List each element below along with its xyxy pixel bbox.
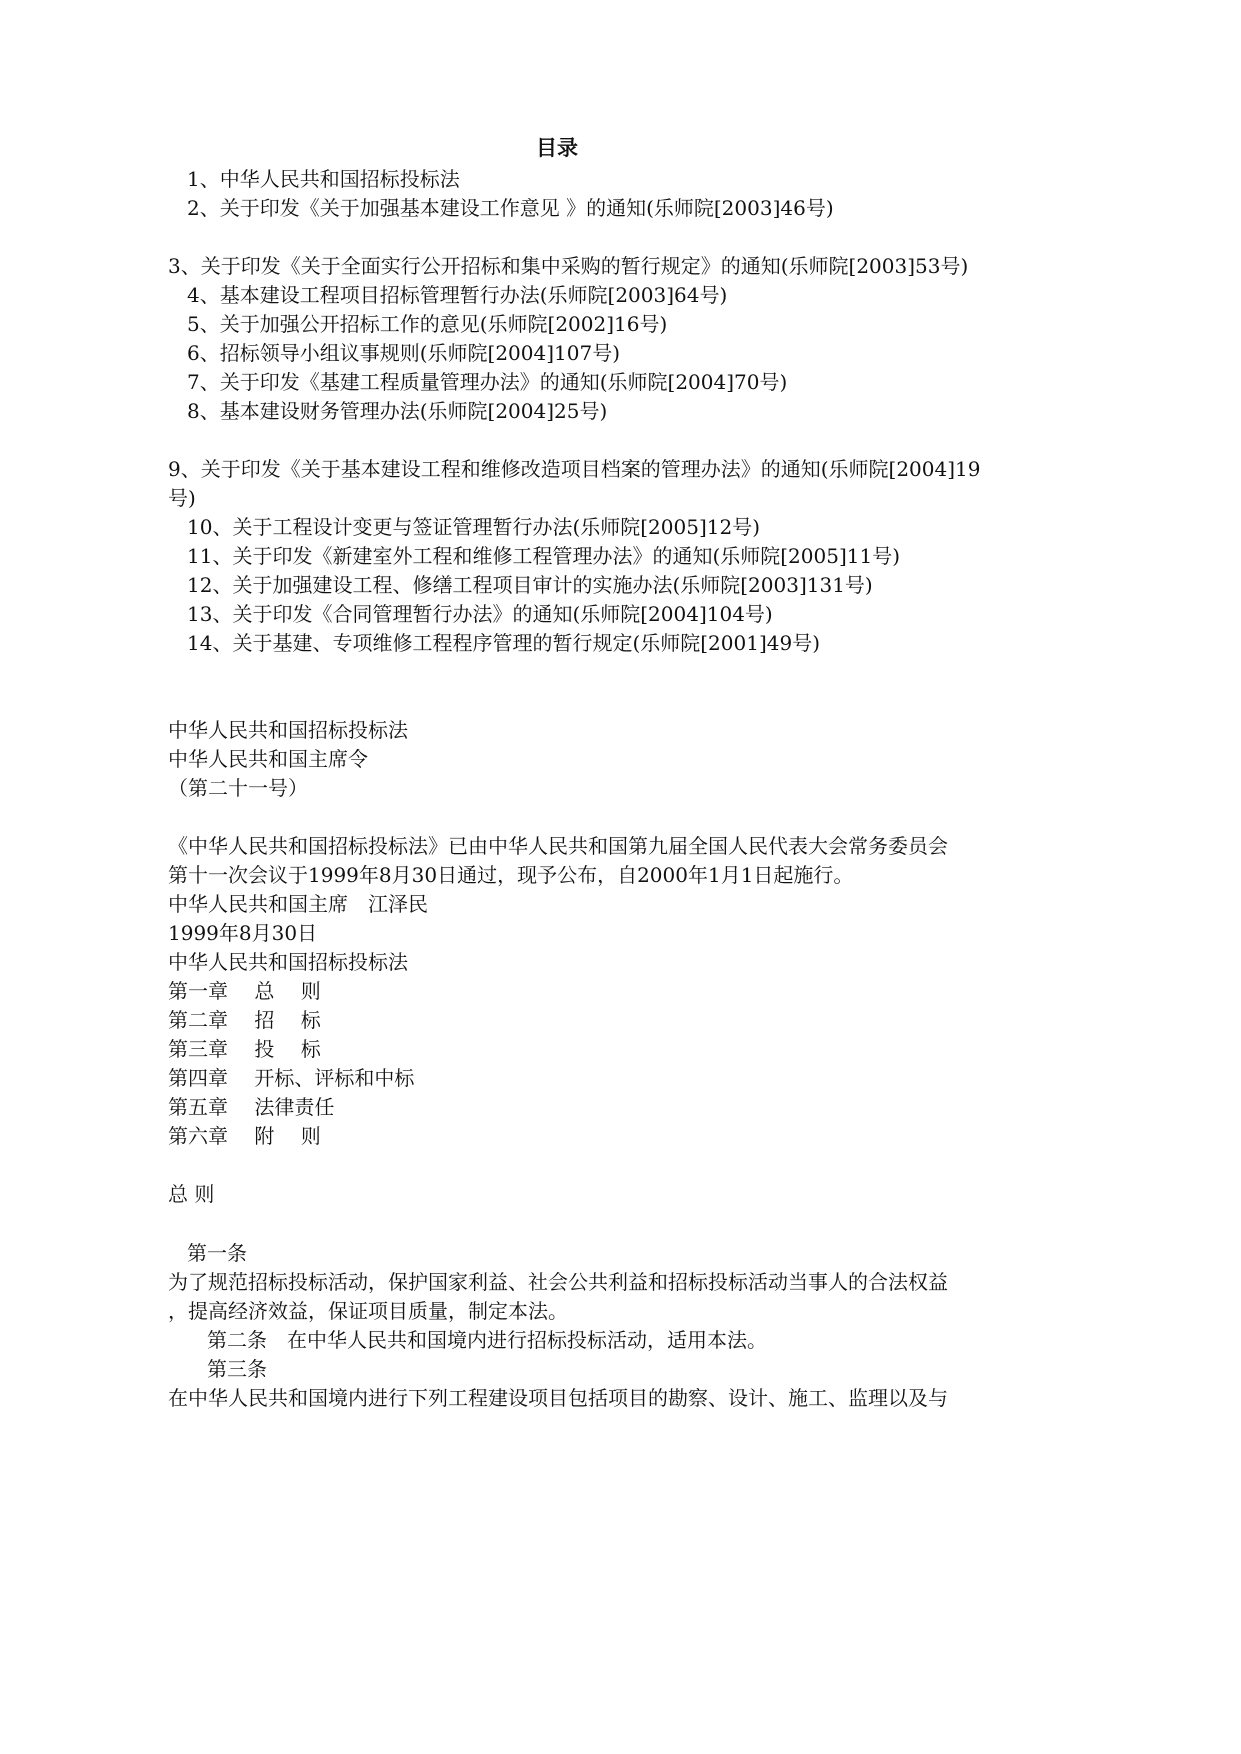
chapter-6: 第六章 附 则 (168, 1124, 321, 1148)
toc-item-9: 9、关于印发《关于基本建设工程和维修改造项目档案的管理办法》的通知(乐师院[2004]19 (168, 457, 981, 481)
article-1-line-1: 为了规范招标投标活动，保护国家利益、社会公共利益和招标投标活动当事人的合法权益 (168, 1270, 948, 1294)
toc-item-7: 7、关于印发《基建工程质量管理办法》的通知(乐师院[2004]70号) (187, 370, 788, 394)
article-3-label: 第三条 (207, 1357, 267, 1381)
article-1-line-2: ，提高经济效益，保证项目质量，制定本法。 (168, 1299, 568, 1323)
presidential-order: 中华人民共和国主席令 (168, 747, 368, 771)
toc-item-6: 6、招标领导小组议事规则(乐师院[2004]107号) (187, 341, 621, 365)
toc-item-8: 8、基本建设财务管理办法(乐师院[2004]25号) (187, 399, 608, 423)
toc-item-4: 4、基本建设工程项目招标管理暂行办法(乐师院[2003]64号) (187, 283, 728, 307)
chapter-3: 第三章 投 标 (168, 1037, 321, 1061)
preamble-line-1: 《中华人民共和国招标投标法》已由中华人民共和国第九届全国人民代表大会常务委员会 (168, 834, 948, 858)
promulgation-date: 1999年8月30日 (168, 921, 318, 945)
chapter-5: 第五章 法律责任 (168, 1095, 335, 1119)
chapter-4: 第四章 开标、评标和中标 (168, 1066, 415, 1090)
toc-item-12: 12、关于加强建设工程、修缮工程项目审计的实施办法(乐师院[2003]131号) (187, 573, 873, 597)
toc-item-14: 14、关于基建、专项维修工程程序管理的暂行规定(乐师院[2001]49号) (187, 631, 821, 655)
chapter-2: 第二章 招 标 (168, 1008, 321, 1032)
signer: 中华人民共和国主席 江泽民 (168, 892, 428, 916)
law-title-repeat: 中华人民共和国招标投标法 (168, 950, 408, 974)
order-number: （第二十一号） (168, 776, 308, 800)
preamble-line-2: 第十一次会议于1999年8月30日通过，现予公布，自2000年1月1日起施行。 (168, 863, 854, 887)
toc-item-10: 10、关于工程设计变更与签证管理暂行办法(乐师院[2005]12号) (187, 515, 761, 539)
toc-item-5: 5、关于加强公开招标工作的意见(乐师院[2002]16号) (187, 312, 668, 336)
chapter-1: 第一章 总 则 (168, 979, 321, 1003)
toc-item-11: 11、关于印发《新建室外工程和维修工程管理办法》的通知(乐师院[2005]11号) (187, 544, 901, 568)
toc-item-2: 2、关于印发《关于加强基本建设工作意见 》的通知(乐师院[2003]46号) (187, 196, 834, 220)
law-title: 中华人民共和国招标投标法 (168, 718, 408, 742)
article-1-label: 第一条 (187, 1241, 247, 1265)
toc-item-1: 1、中华人民共和国招标投标法 (187, 167, 460, 191)
general-provisions-heading: 总 则 (168, 1182, 215, 1206)
article-2: 第二条 在中华人民共和国境内进行招标投标活动，适用本法。 (207, 1328, 767, 1352)
article-3-line-1: 在中华人民共和国境内进行下列工程建设项目包括项目的勘察、设计、施工、监理以及与 (168, 1386, 948, 1410)
toc-item-13: 13、关于印发《合同管理暂行办法》的通知(乐师院[2004]104号) (187, 602, 773, 626)
toc-item-9-cont: 号) (168, 486, 196, 510)
toc-item-3: 3、关于印发《关于全面实行公开招标和集中采购的暂行规定》的通知(乐师院[2003]53号) (168, 254, 969, 278)
toc-title: 目录 (536, 135, 578, 160)
